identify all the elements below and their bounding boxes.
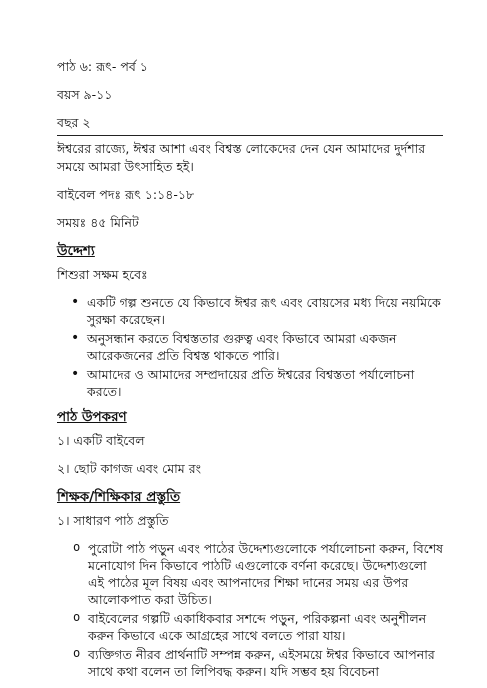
objectives-heading: উদ্দেশ্য bbox=[57, 243, 95, 259]
materials-item: ২। ছোট কাগজ এবং মোম রং bbox=[57, 461, 201, 476]
year-label: বছর ২ bbox=[57, 115, 91, 130]
list-item: o পুরোটা পাঠ পড়ুন এবং পাঠের উদ্দেশ্যগুলোকে পর্যালোচনা করুন, বিশেষ মনোযোগ দিন কিভাবে পাঠটি এগুলোকে বর্ণনা করেছে। উদ্দেশ্যগুলো এই পাঠের মূল বিষয় এবং আপনাদের শিক্ষা দানের সময় এর উপর আলোকপাত করা উচিত। bbox=[88, 540, 443, 608]
intro-text: ঈশ্বরের রাজ্যে, ঈশ্বর আশা এবং বিশ্বস্ত লোকেদের দেন যেন আমাদের দুর্দশার সময়ে আমরা উৎসাহিত হই। bbox=[57, 141, 426, 174]
teacher-prep-heading: শিক্ষক/শিক্ষিকার প্রস্তুতি bbox=[57, 489, 181, 505]
objectives-intro: শিশুরা সক্ষম হবেঃ bbox=[57, 267, 148, 282]
lesson-title: পাঠ ৬: রূৎ- পর্ব ১ bbox=[57, 59, 148, 74]
lesson-time: সময়ঃ ৪৫ মিনিট bbox=[57, 215, 139, 230]
list-item: o ব্যক্তিগত নীরব প্রার্থনাটি সম্পন্ন করুন, এইসময়ে ঈশ্বর কিভাবে আপনার সাথে কথা বলেন তা লিপিবদ্ধ করুন। যদি সম্ভব হয় বিবেচনা bbox=[88, 646, 443, 680]
list-item: o বাইবেলের গল্পটি একাধিকবার সশব্দে পড়ুন, পরিকল্পনা এবং অনুশীলন করুন কিভাবে একে আগ্রহের সাথে বলতে পারা যায়। bbox=[88, 610, 443, 644]
list-item: • অনুসন্ধান করতে বিশ্বস্ততার গুরুত্ব এবং কিভাবে আমরা একজন আরেকজনের প্রতি বিশ্বস্ত থাকতে পারি। bbox=[87, 330, 443, 364]
document-content bbox=[57, 58, 443, 682]
materials-heading: পাঠ উপকরণ bbox=[57, 409, 127, 425]
header-divider bbox=[57, 135, 443, 136]
age-range: বয়স ৯-১১ bbox=[57, 87, 113, 102]
list-item: • আমাদের ও আমাদের সম্প্রদায়ের প্রতি ঈশ্বরের বিশ্বস্ততা পর্যালোচনা করতে। bbox=[87, 366, 443, 400]
list-item: • একটি গল্প শুনতে যে কিভাবে ঈশ্বর রূৎ এবং বোয়সের মধ্য দিয়ে নয়মিকে সুরক্ষা করেছেন। bbox=[87, 294, 443, 328]
materials-item: ১। একটি বাইবেল bbox=[57, 433, 145, 448]
bible-passage: বাইবেল পদঃ রূৎ ১:১৪-১৮ bbox=[57, 187, 195, 202]
objectives-list bbox=[57, 294, 443, 400]
teacher-prep-subheading: ১। সাধারণ পাঠ প্রস্তুতি bbox=[57, 513, 169, 528]
teacher-prep-list bbox=[57, 540, 443, 680]
